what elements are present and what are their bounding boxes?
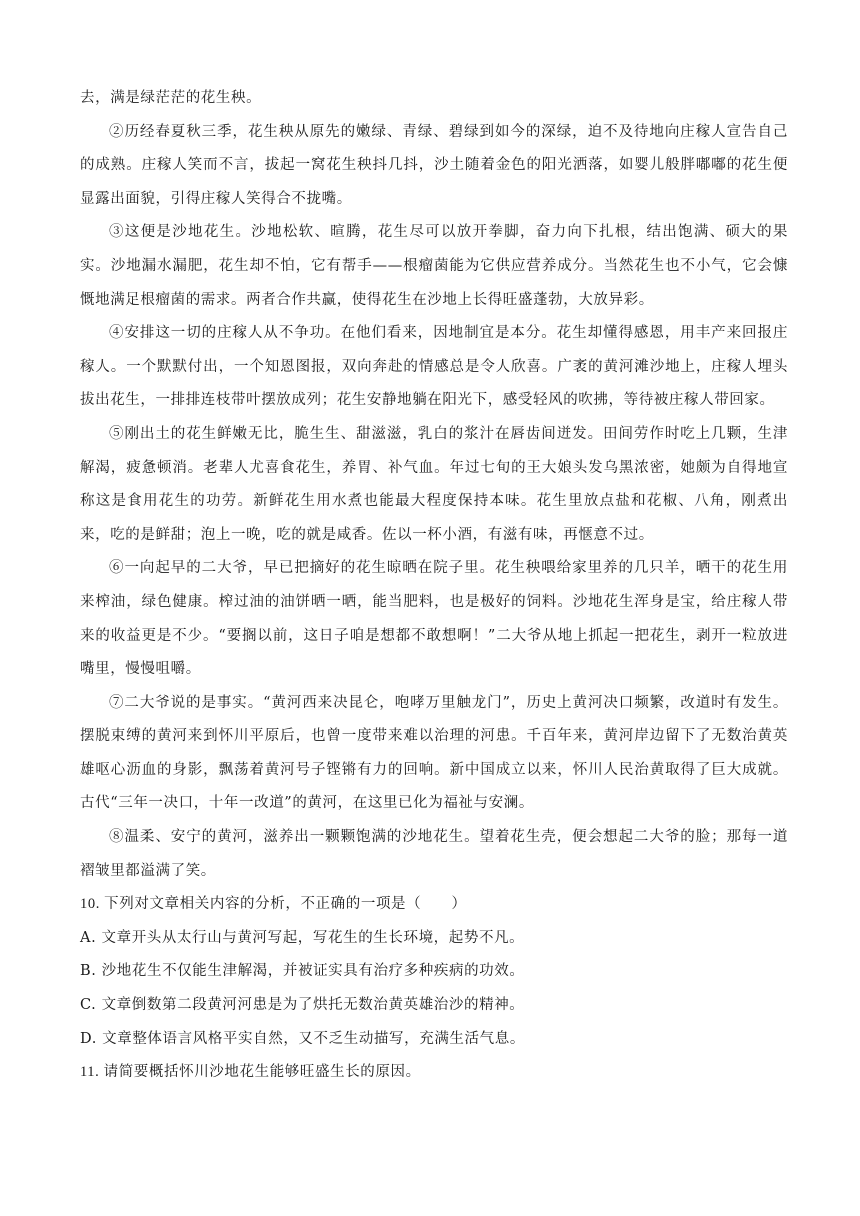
passage-paragraph-2: ②历经春夏秋三季，花生秧从原先的嫩绿、青绿、碧绿到如今的深绿，迫不及待地向庄稼人宣告自己的成熟。庄稼人笑而不言，拔起一窝花生秧抖几抖，沙土随着金色的阳光洒落，如婴儿般胖嘟嘟的花生便显露出面貌，引得庄稼人笑得合不拢嘴。 bbox=[80, 123, 788, 207]
question-10-option-c: C. 文章倒数第二段黄河河患是为了烘托无数治黄英雄治沙的精神。 bbox=[80, 997, 525, 1014]
question-10-option-d: D. 文章整体语言风格平实自然，又不乏生动描写，充满生活气息。 bbox=[80, 1030, 525, 1047]
passage-paragraph-7: ⑦二大爷说的是事实。“黄河西来决昆仑，咆哮万里触龙门”，历史上黄河决口频繁，改道时有发生。摆脱束缚的黄河来到怀川平原后，也曾一度带来难以治理的河患。千百年来，黄河岸边留下了无数治黄英雄呕心沥血的身影，飘荡着黄河号子铿锵有力的回响。新中国成立以来，怀川人民治黄取得了巨大成就。古代“三年一决口，十年一改道”的黄河，在这里已化为福祉与安澜。 bbox=[80, 694, 788, 812]
question-11-stem: 11. 请简要概括怀川沙地花生能够旺盛生长的原因。 bbox=[80, 1064, 421, 1081]
question-10-stem: 10. 下列对文章相关内容的分析，不正确的一项是（ ） bbox=[80, 896, 467, 913]
question-10 bbox=[80, 888, 788, 1056]
passage-paragraph-3: ③这便是沙地花生。沙地松软、暄腾，花生尽可以放开拳脚，奋力向下扎根，结出饱满、硕大的果实。沙地漏水漏肥，花生却不怕，它有帮手——根瘤菌能为它供应营养成分。当然花生也不小气，它会慷慨地满足根瘤菌的需求。两者合作共赢，使得花生在沙地上长得旺盛蓬勃，大放异彩。 bbox=[80, 224, 788, 308]
passage-paragraph-5: ⑤刚出土的花生鲜嫩无比，脆生生、甜滋滋，乳白的浆汁在唇齿间迸发。田间劳作时吃上几颗，生津解渴，疲惫顿消。老辈人尤喜食花生，养胃、补气血。年过七旬的王大娘头发乌黑浓密，她颇为自得地宣称这是食用花生的功劳。新鲜花生用水煮也能最大程度保持本味。花生里放点盐和花椒、八角，刚煮出来，吃的是鲜甜；泡上一晚，吃的就是咸香。佐以一杯小酒，有滋有味，再惬意不过。 bbox=[80, 425, 788, 543]
question-10-option-a: A. 文章开头从太行山与黄河写起，写花生的生长环境，起势不凡。 bbox=[80, 929, 525, 946]
passage-paragraph-1-end: 去，满是绿茫茫的花生秧。 bbox=[80, 90, 262, 106]
exam-page bbox=[80, 82, 788, 1090]
passage-paragraph-8: ⑧温柔、安宁的黄河，滋养出一颗颗饱满的沙地花生。望着花生壳，便会想起二大爷的脸；那每一道褶皱里都溢满了笑。 bbox=[80, 829, 788, 879]
passage-paragraph-6: ⑥一向起早的二大爷，早已把摘好的花生晾晒在院子里。花生秧喂给家里养的几只羊，晒干的花生用来榨油，绿色健康。榨过油的油饼晒一晒，能当肥料，也是极好的饲料。沙地花生浑身是宝，给庄稼人带来的收益更是不少。“要搁以前，这日子咱是想都不敢想啊！”二大爷从地上抓起一把花生，剥开一粒放进嘴里，慢慢咀嚼。 bbox=[80, 560, 788, 678]
passage-paragraph-4: ④安排这一切的庄稼人从不争功。在他们看来，因地制宜是本分。花生却懂得感恩，用丰产来回报庄稼人。一个默默付出，一个知恩图报，双向奔赴的情感总是令人欣喜。广袤的黄河滩沙地上，庄稼人埋头拔出花生，一排排连枝带叶摆放成列；花生安静地躺在阳光下，感受轻风的吹拂，等待被庄稼人带回家。 bbox=[80, 325, 788, 409]
question-10-option-b: B. 沙地花生不仅能生津解渴，并被证实具有治疗多种疾病的功效。 bbox=[80, 963, 525, 980]
question-11 bbox=[80, 1056, 788, 1090]
